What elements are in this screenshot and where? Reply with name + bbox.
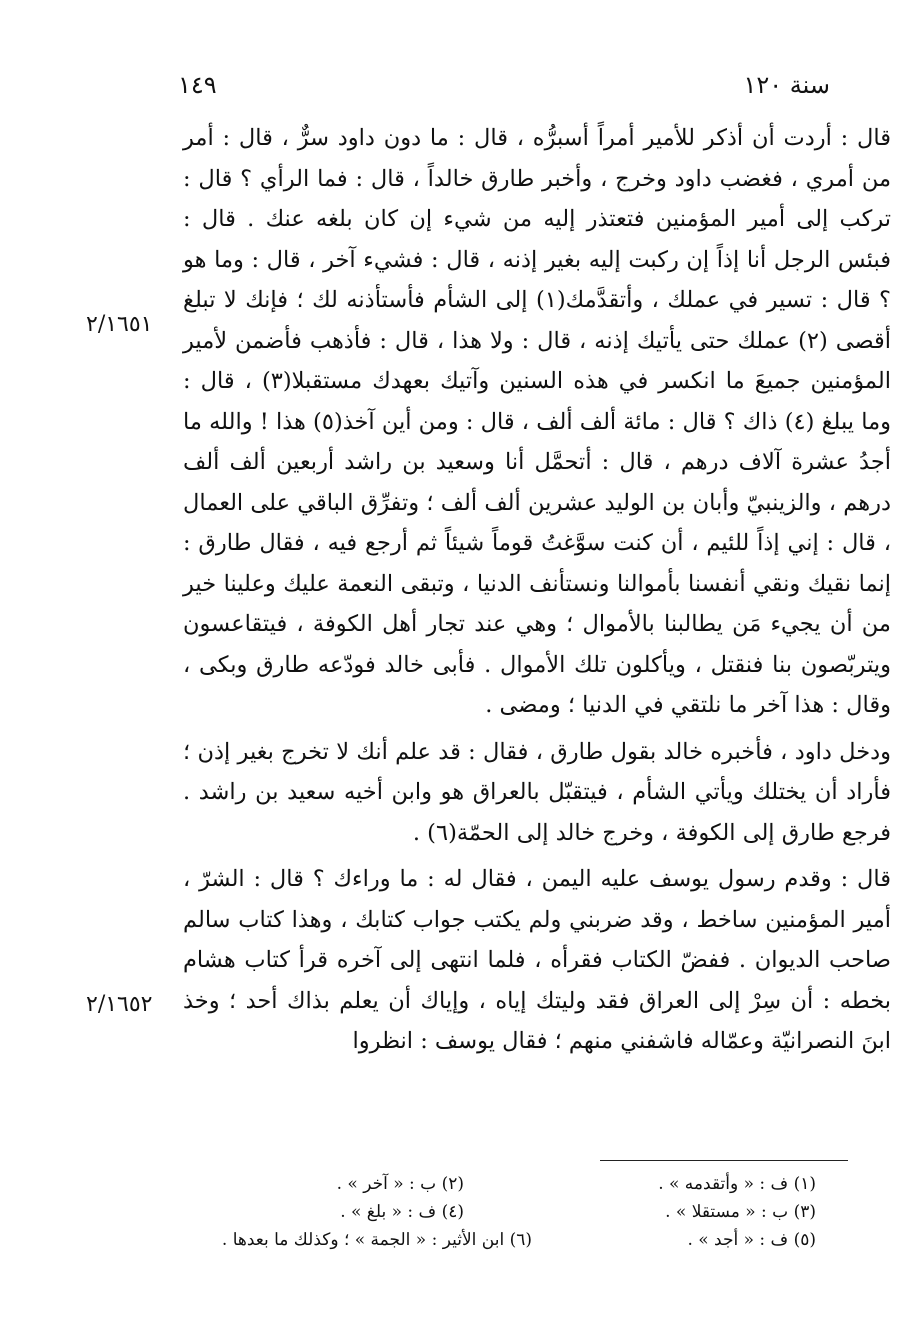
page-number: ١٤٩ [178, 71, 217, 99]
footnote: (٥) ف : « أجد » . [687, 1230, 816, 1250]
paragraph: قال : وقدم رسول يوسف عليه اليمن ، فقال له : ما وراءك ؟ قال : الشرّ ، أمير المؤمنين ساخط ، وقد ضربني ولم يكتب جواب كتابك ، وهذا كتاب سالم صاحب الديوان . ففضّ الكتاب فقرأه ، فلما انتهى إلى آخره قرأ كتاب هشام بخطه : أن سِرْ إلى العراق فقد وليتك إياه ، وإياك أن يعلم بذاك أحد ؛ وخذ ابنَ النصرانيّة وعمّاله فاشفني منهم ؛ فقال يوسف : انظروا [183, 866, 891, 1054]
margin-reference: ٢/١٦٥١ [86, 312, 153, 337]
footnote-divider [600, 1160, 848, 1161]
paragraph: قال : أردت أن أذكر للأمير أمراً أسبرُّه ، قال : ما دون داود سرٌّ ، قال : أمر من أمري ، فغضب داود وخرج ، وأخبر طارق خالداً ، قال : فما الرأي ؟ قال : تركب إلى أمير المؤمنين فتعتذر إليه من شيء إن كان بلغه عنك . قال : فبئس الرجل أنا إذاً إن ركبت إليه بغير إذنه ، قال : فشيء آخر ، قال : وما هو ؟ قال : تسير في عملك ، وأتقدَّمك(١) إلى الشأم فأستأذنه لك ؛ فإنك لا تبلغ أقصى (٢) عملك حتى يأتيك إذنه ، قال : ولا هذا ، قال : فأذهب فأضمن لأمير المؤمنين جميعَ ما انكسر في هذه السنين وآتيك بعهدك مستقبلا(٣) ، قال : وما يبلغ (٤) ذاك ؟ قال : مائة ألف ألف ، قال : ومن أين آخذ(٥) هذا ! والله ما أجدُ عشرة آلاف درهم ، قال : أتحمَّل أنا وسعيد بن راشد أربعين ألف ألف درهم ، والزينبيّ وأبان بن الوليد عشرين ألف ألف ؛ وتفرِّق الباقي على العمال ، قال : إني إذاً للئيم ، أن كنت سوَّغتُ قوماً شيئاً ثم أرجع فيه ، فقال طارق : إنما نقيك ونقي أنفسنا بأموالنا ونستأنف الدنيا ، وتبقى النعمة عليك وعلينا خير من أن يجيء مَن يطالبنا بالأموال ؛ وهي عند تجار أهل الكوفة ، فيتقاعسون ويتربّصون بنا فنقتل ، ويأكلون تلك الأموال . فأبى خالد فودّعه طارق وبكى ، وقال : هذا آخر ما نلتقي في الدنيا ؛ ومضى . [183, 125, 892, 718]
margin-reference: ٢/١٦٥٢ [86, 992, 153, 1017]
paragraph: ودخل داود ، فأخبره خالد بقول طارق ، فقال : قد علم أنك لا تخرج بغير إذن ؛ فأراد أن يختلك ويأتي الشأم ، فيتقبّل بالعراق هو وابن أخيه سعيد بن راشد . فرجع طارق إلى الكوفة ، وخرج خالد إلى الحمّة(٦) . [183, 738, 891, 846]
footnote: (٤) ف : « بلغ » . [340, 1202, 464, 1222]
footnote: (٣) ب : « مستقلا » . [665, 1202, 816, 1222]
footnote: (٢) ب : « آخر » . [336, 1174, 464, 1194]
footnote: (٦) ابن الأثير : « الجمة » ؛ وكذلك ما بعدها . [221, 1230, 532, 1250]
running-header-year: سنة ١٢٠ [743, 71, 830, 99]
footnote: (١) ف : « وأتقدمه » . [658, 1174, 816, 1194]
body-text [183, 118, 891, 1062]
